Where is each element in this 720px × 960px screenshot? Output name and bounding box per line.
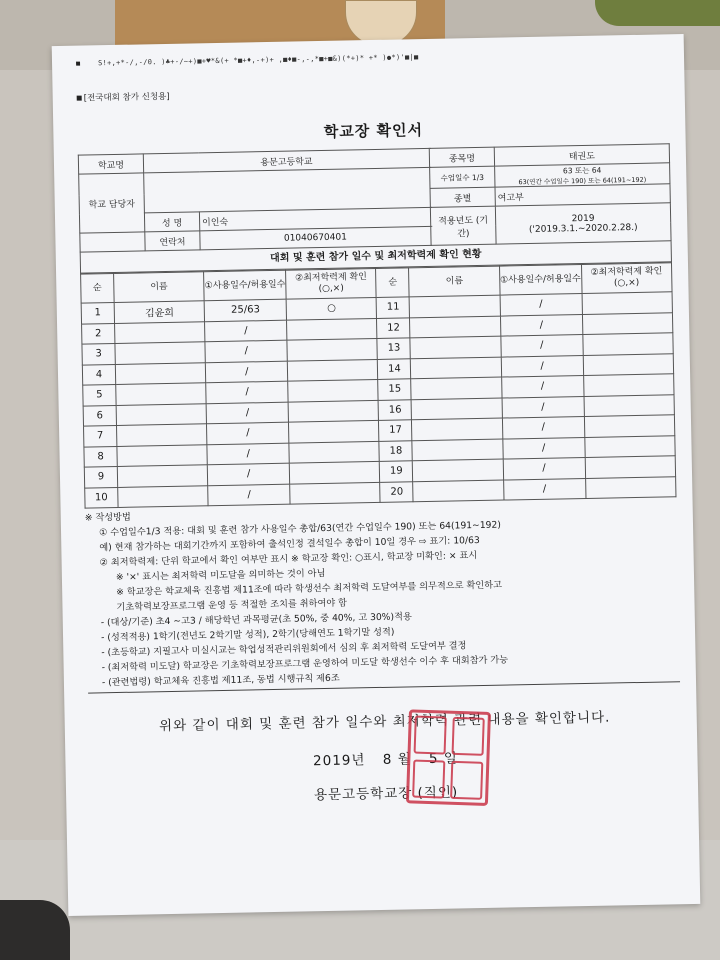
row-num: 10 bbox=[85, 487, 118, 508]
event-value: 태권도 bbox=[494, 144, 669, 166]
row-num: 12 bbox=[377, 317, 410, 338]
days-value bbox=[495, 163, 670, 187]
seal-quadrant bbox=[414, 716, 447, 755]
col-header-num: 순 bbox=[376, 268, 410, 298]
seal-quadrant bbox=[412, 759, 445, 798]
row-days: / bbox=[500, 314, 582, 336]
row-num: 13 bbox=[377, 338, 410, 359]
row-days: / bbox=[208, 484, 290, 506]
row-check bbox=[583, 374, 674, 396]
row-name bbox=[117, 444, 208, 466]
row-check bbox=[287, 318, 378, 340]
school-label: 학교명 bbox=[78, 154, 143, 174]
official-seal-stamp bbox=[406, 709, 491, 806]
date-year: 2019년 bbox=[312, 752, 366, 770]
row-days: / bbox=[206, 402, 288, 424]
row-num: 14 bbox=[378, 358, 411, 379]
school-name: 용문고등학교 bbox=[143, 148, 429, 172]
row-check bbox=[289, 461, 380, 483]
gender-value: 여고부 bbox=[495, 184, 670, 206]
row-num: 3 bbox=[82, 343, 115, 364]
days-label: 수업일수 1/3 bbox=[430, 166, 495, 188]
date-day: 5 일 bbox=[428, 750, 459, 768]
col-header-days: ①사용일수/허용일수 bbox=[499, 265, 581, 296]
note-line: ※ '×' 표시는 최저학력 미도달을 의미하는 것이 아님 bbox=[115, 567, 326, 584]
section-title: 대회 및 훈련 참가 일수 및 최저학력제 확인 현황 bbox=[80, 241, 672, 273]
note-line: ① 수업일수1/3 적용: 대회 및 훈련 참가 사용일수 총합/63(연간 수업일수 190) 또는 64(191~192) bbox=[98, 519, 502, 539]
row-name bbox=[411, 377, 502, 399]
row-days: / bbox=[207, 443, 289, 465]
note-line: 예) 현재 참가하는 대회기간까지 포함하여 출석인정 결석일수 총합이 10일 경우 ⇨ 표기: 10/63 bbox=[99, 535, 480, 554]
bullet-icon bbox=[76, 62, 80, 66]
gender-label: 종별 bbox=[430, 187, 495, 207]
row-days: / bbox=[503, 437, 585, 459]
row-name: 김윤희 bbox=[114, 301, 205, 323]
row-check bbox=[287, 359, 378, 381]
row-num: 5 bbox=[83, 384, 116, 405]
row-check bbox=[287, 338, 378, 360]
row-name bbox=[115, 321, 206, 343]
note-line: 기초학력보장프로그램 운영 등 적절한 조치를 취하여야 함 bbox=[116, 597, 348, 614]
row-check bbox=[290, 482, 381, 504]
col-header-num: 순 bbox=[81, 274, 115, 304]
note-line: - (성적적용) 1학기(전년도 2학기말 성적), 2학기(당해연도 1학기말 성적) bbox=[100, 626, 395, 644]
days-value-1: 63 또는 64 bbox=[562, 165, 602, 176]
row-check bbox=[288, 400, 379, 422]
note-line: - (관련법령) 학교체육 진흥법 제11조, 동법 시행규칙 제6조 bbox=[101, 672, 340, 689]
row-days: / bbox=[500, 294, 582, 316]
row-name bbox=[411, 357, 502, 379]
row-name bbox=[413, 459, 504, 481]
row-check bbox=[585, 476, 676, 498]
row-days: / bbox=[503, 478, 585, 500]
row-days: / bbox=[502, 396, 584, 418]
col-header-name: 이름 bbox=[409, 266, 500, 297]
confirmation-document bbox=[52, 34, 701, 916]
period-value: ('2019.3.1.~2020.2.28.) bbox=[528, 222, 638, 235]
row-name bbox=[412, 439, 503, 461]
form-label-text: [전국대회 참가 신청용] bbox=[83, 91, 170, 104]
row-num: 6 bbox=[83, 405, 116, 426]
row-num: 1 bbox=[81, 302, 114, 323]
row-name bbox=[410, 295, 501, 317]
row-days: / bbox=[501, 335, 583, 357]
name-label: 성 명 bbox=[144, 212, 199, 232]
row-name bbox=[410, 336, 501, 358]
row-check bbox=[584, 415, 675, 437]
row-days: / bbox=[501, 355, 583, 377]
note-line: ② 최저학력제: 단위 학교에서 확인 여부만 표시 ※ 학교장 확인: ○표시, 학교장 미확인: × 표시 bbox=[99, 550, 478, 569]
days-value-2: 63(연간 수업일수 190) 또는 64(191~192) bbox=[518, 175, 647, 187]
row-name bbox=[410, 316, 501, 338]
row-name bbox=[412, 418, 503, 440]
date-month: 8 월 bbox=[382, 751, 412, 768]
note-line: - (대상/기준) 초4 ~고3 / 해당학년 과목평균(초 50%, 중 40%, 고 30%)적용 bbox=[100, 611, 412, 629]
row-num: 17 bbox=[379, 420, 412, 441]
row-num: 20 bbox=[380, 481, 413, 502]
row-days: / bbox=[206, 361, 288, 383]
principal-signature: 용문고등학교장 (직인) bbox=[313, 784, 459, 804]
row-days: / bbox=[208, 463, 290, 485]
issue-date bbox=[89, 742, 681, 773]
form-label bbox=[77, 80, 669, 103]
row-num: 19 bbox=[380, 461, 413, 482]
row-num: 18 bbox=[379, 440, 412, 461]
event-label: 종목명 bbox=[429, 147, 494, 167]
note-line: ※ 작성방법 bbox=[84, 511, 131, 524]
info-table bbox=[78, 143, 672, 252]
row-days: 25/63 bbox=[204, 299, 286, 321]
blank-cell bbox=[80, 232, 145, 252]
table-body bbox=[81, 292, 676, 508]
row-name bbox=[116, 424, 207, 446]
row-check bbox=[289, 441, 380, 463]
row-check bbox=[289, 420, 380, 442]
row-num: 16 bbox=[379, 399, 412, 420]
row-num: 2 bbox=[82, 323, 115, 344]
row-days: / bbox=[501, 376, 583, 398]
row-name bbox=[115, 342, 206, 364]
row-days: / bbox=[205, 340, 287, 362]
notes-section bbox=[85, 499, 680, 693]
row-check bbox=[288, 379, 379, 401]
row-num: 9 bbox=[84, 466, 117, 487]
row-check bbox=[582, 292, 673, 314]
row-check bbox=[584, 394, 675, 416]
row-num: 7 bbox=[84, 425, 117, 446]
row-name bbox=[116, 383, 207, 405]
name-value: 이인숙 bbox=[199, 207, 430, 230]
year-value-cell bbox=[495, 203, 671, 244]
col-header-check: ②최저학력제 확인(○,×) bbox=[581, 263, 672, 294]
col-header-days: ①사용일수/허용일수 bbox=[204, 270, 286, 301]
row-num: 15 bbox=[378, 379, 411, 400]
row-num: 11 bbox=[377, 297, 410, 318]
row-check bbox=[583, 353, 674, 375]
row-name bbox=[118, 485, 209, 507]
square-bullet-icon bbox=[77, 96, 82, 101]
row-days: / bbox=[503, 457, 585, 479]
confirm-text: 위와 같이 대회 및 훈련 참가 일수와 최저학력 관련 내용을 확인합니다. bbox=[158, 709, 611, 735]
row-check bbox=[582, 312, 673, 334]
contact-label: 연락처 bbox=[145, 231, 200, 251]
row-name bbox=[115, 362, 206, 384]
dark-object-background bbox=[0, 900, 70, 960]
col-header-name: 이름 bbox=[114, 272, 205, 303]
contact-value: 01040670401 bbox=[200, 226, 431, 249]
row-name bbox=[117, 465, 208, 487]
document-title: 학교장 확인서 bbox=[323, 121, 424, 141]
row-name bbox=[411, 398, 502, 420]
row-name bbox=[413, 480, 504, 502]
seal-quadrant bbox=[452, 717, 485, 756]
code-text: S!+,+*-/,-/0. )♣+-/~+)■+♥*&(+ *■+♦,-+)+ ,■♦■-,-,*■+■&)(*+)* +* )●*)'■|■ bbox=[97, 53, 419, 68]
row-check bbox=[584, 435, 675, 457]
row-num: 4 bbox=[82, 364, 115, 385]
row-days: / bbox=[502, 416, 584, 438]
seal-quadrant bbox=[450, 761, 483, 800]
header-code-line bbox=[76, 48, 668, 67]
row-name bbox=[116, 403, 207, 425]
row-days: / bbox=[205, 320, 287, 342]
row-days: / bbox=[207, 422, 289, 444]
blank-cell bbox=[144, 167, 431, 212]
year-value: 2019 bbox=[571, 213, 595, 224]
teacher-label: 학교 담당자 bbox=[79, 173, 145, 233]
col-header-check: ②최저학력제 확인(○,×) bbox=[286, 268, 377, 299]
green-object-background bbox=[595, 0, 720, 26]
participation-table bbox=[80, 262, 676, 508]
note-line: - (초등학교) 지필고사 미실시교는 학업성적관리위원회에서 심의 후 최저학력 도달여부 결정 bbox=[101, 640, 467, 659]
note-line: ※ 학교장은 학교체육 진흥법 제11조에 따라 학생선수 최저학력 도달여부를 의무적으로 확인하고 bbox=[116, 579, 503, 599]
row-check bbox=[585, 456, 676, 478]
row-days: / bbox=[206, 381, 288, 403]
row-num: 8 bbox=[84, 446, 117, 467]
year-label: 적용년도 (기간) bbox=[430, 206, 496, 245]
row-check: ○ bbox=[286, 297, 377, 319]
note-line: - (최저학력 미도달) 학교장은 기초학력보장프로그램 운영하여 미도달 학생선수 이수 후 대회참가 가능 bbox=[101, 654, 509, 674]
row-check bbox=[582, 333, 673, 355]
